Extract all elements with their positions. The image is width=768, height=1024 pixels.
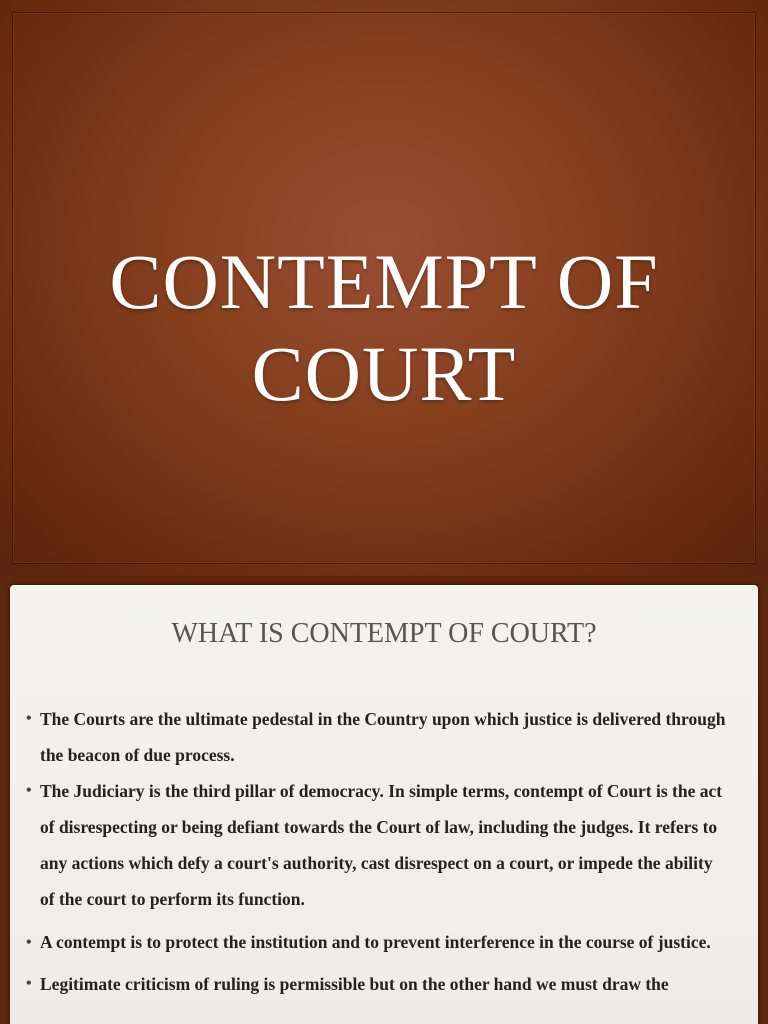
bullet-item (26, 773, 726, 917)
content-slide[interactable] (10, 585, 758, 1024)
slide-heading: WHAT IS CONTEMPT OF COURT? (171, 618, 597, 649)
slide-title: CONTEMPT OF COURT (109, 238, 659, 417)
bullet-text: The Courts are the ultimate pedestal in the Country upon which justice is delivered through the beacon of due process. (40, 709, 726, 765)
bullet-text: A contempt is to protect the institution and to prevent interference in the course of justice. (40, 932, 711, 952)
bullet-text: Legitimate criticism of ruling is permissible but on the other hand we must draw the (40, 974, 669, 994)
bullet-icon: • (26, 975, 32, 992)
bullet-icon: • (26, 934, 32, 951)
bullet-item (26, 701, 726, 773)
bullet-icon: • (26, 710, 32, 727)
bullet-item (26, 922, 726, 963)
bullet-item (26, 966, 726, 1002)
bullet-icon: • (26, 782, 32, 799)
bullet-text: The Judiciary is the third pillar of democracy. In simple terms, contempt of Court is the act of disrespecting or being defiant towards the Court of law, including the judges. It refers to any actions which defy a court's authority, cast disrespect on a court, or impede the ability of the court to perform its function. (40, 781, 723, 909)
bullet-list (26, 701, 726, 1002)
